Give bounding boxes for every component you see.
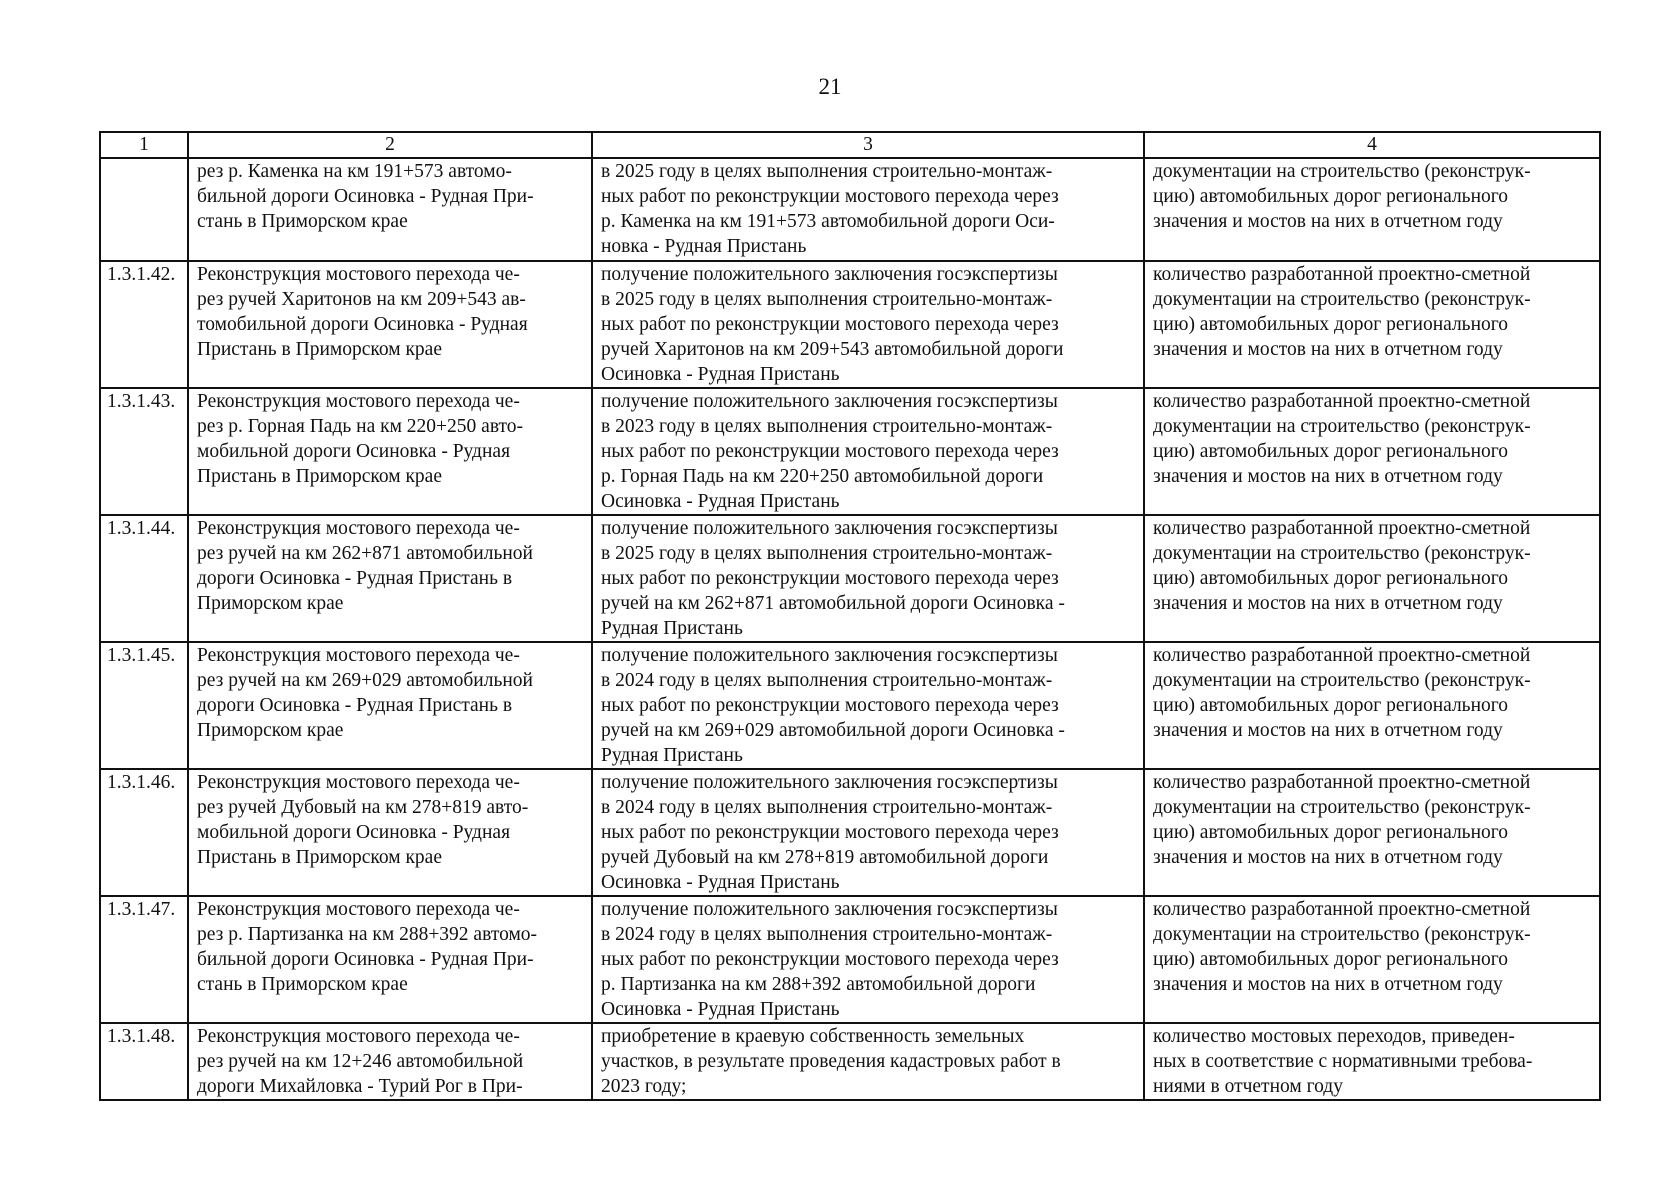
column-header-1: 1 [100, 132, 188, 158]
row-number: 1.3.1.44. [100, 515, 188, 642]
indicator: количество мостовых переходов, приведен- ных в соответствие с нормативными требова- ниями в отчетном году [1144, 1023, 1600, 1100]
table-row [100, 769, 1600, 896]
expected-result: получение положительного заключения госэкспертизы в 2024 году в целях выполнения строительно-монтаж- ных работ по реконструкции мостового перехода через ручей Дубовый на км 278+819 автомобильной дороги Осиновка - Рудная Пристань [592, 769, 1144, 896]
row-number: 1.3.1.46. [100, 769, 188, 896]
indicator: количество разработанной проектно-сметной документации на строительство (реконструк- цию) автомобильных дорог регионального значения и мостов на них в отчетном году [1144, 642, 1600, 769]
measure-name: Реконструкция мостового перехода че- рез ручей на км 262+871 автомобильной дороги Осиновка - Рудная Пристань в Приморском крае [188, 515, 592, 642]
table-row [100, 642, 1600, 769]
row-number: 1.3.1.47. [100, 896, 188, 1023]
row-number: 1.3.1.42. [100, 261, 188, 388]
measure-name: Реконструкция мостового перехода че- рез р. Партизанка на км 288+392 автомо- бильной дороги Осиновка - Рудная При- стань в Приморском крае [188, 896, 592, 1023]
table-row [100, 261, 1600, 388]
table-row [100, 158, 1600, 261]
expected-result: получение положительного заключения госэкспертизы в 2023 году в целях выполнения строительно-монтаж- ных работ по реконструкции мостового перехода через р. Горная Падь на км 220+250 автомобильной дороги Осиновка - Рудная Пристань [592, 388, 1144, 515]
measure-name: рез р. Каменка на км 191+573 автомо- бильной дороги Осиновка - Рудная При- стань в Приморском крае [188, 158, 592, 261]
table-row [100, 896, 1600, 1023]
expected-result: получение положительного заключения госэкспертизы в 2024 году в целях выполнения строительно-монтаж- ных работ по реконструкции мостового перехода через ручей на км 269+029 автомобильной дороги Осиновка - Рудная Пристань [592, 642, 1144, 769]
table-row [100, 1023, 1600, 1100]
table-row [100, 515, 1600, 642]
expected-result: в 2025 году в целях выполнения строительно-монтаж- ных работ по реконструкции мостового перехода через р. Каменка на км 191+573 автомобильной дороги Оси- новка - Рудная Пристань [592, 158, 1144, 261]
column-header-4: 4 [1144, 132, 1600, 158]
expected-result: приобретение в краевую собственность земельных участков, в результате проведения кадастровых работ в 2023 году; [592, 1023, 1144, 1100]
measure-name: Реконструкция мостового перехода че- рез ручей Дубовый на км 278+819 авто- мобильной дороги Осиновка - Рудная Пристань в Приморском крае [188, 769, 592, 896]
expected-result: получение положительного заключения госэкспертизы в 2025 году в целях выполнения строительно-монтаж- ных работ по реконструкции мостового перехода через ручей на км 262+871 автомобильной дороги Осиновка - Рудная Пристань [592, 515, 1144, 642]
indicator: количество разработанной проектно-сметной документации на строительство (реконструк- цию) автомобильных дорог регионального значения и мостов на них в отчетном году [1144, 515, 1600, 642]
measure-name: Реконструкция мостового перехода че- рез ручей на км 269+029 автомобильной дороги Осиновка - Рудная Пристань в Приморском крае [188, 642, 592, 769]
measure-name: Реконструкция мостового перехода че- рез ручей на км 12+246 автомобильной дороги Михайловка - Турий Рог в При- [188, 1023, 592, 1100]
program-measures-table [99, 131, 1601, 1101]
page-number: 21 [818, 74, 842, 99]
expected-result: получение положительного заключения госэкспертизы в 2025 году в целях выполнения строительно-монтаж- ных работ по реконструкции мостового перехода через ручей Харитонов на км 209+543 автомобильной дороги Осиновка - Рудная Пристань [592, 261, 1144, 388]
row-number: 1.3.1.45. [100, 642, 188, 769]
column-header-2: 2 [188, 132, 592, 158]
row-number: 1.3.1.43. [100, 388, 188, 515]
indicator: количество разработанной проектно-сметной документации на строительство (реконструк- цию) автомобильных дорог регионального значения и мостов на них в отчетном году [1144, 261, 1600, 388]
indicator: документации на строительство (реконструк- цию) автомобильных дорог регионального значения и мостов на них в отчетном году [1144, 158, 1600, 261]
row-number [100, 158, 188, 261]
indicator: количество разработанной проектно-сметной документации на строительство (реконструк- цию) автомобильных дорог регионального значения и мостов на них в отчетном году [1144, 769, 1600, 896]
table-row [100, 388, 1600, 515]
indicator: количество разработанной проектно-сметной документации на строительство (реконструк- цию) автомобильных дорог регионального значения и мостов на них в отчетном году [1144, 388, 1600, 515]
indicator: количество разработанной проектно-сметной документации на строительство (реконструк- цию) автомобильных дорог регионального значения и мостов на них в отчетном году [1144, 896, 1600, 1023]
table-header-row [100, 132, 1600, 158]
row-number: 1.3.1.48. [100, 1023, 188, 1100]
expected-result: получение положительного заключения госэкспертизы в 2024 году в целях выполнения строительно-монтаж- ных работ по реконструкции мостового перехода через р. Партизанка на км 288+392 автомобильной дороги Осиновка - Рудная Пристань [592, 896, 1144, 1023]
column-header-3: 3 [592, 132, 1144, 158]
measure-name: Реконструкция мостового перехода че- рез ручей Харитонов на км 209+543 ав- томобильной дороги Осиновка - Рудная Пристань в Приморском крае [188, 261, 592, 388]
measure-name: Реконструкция мостового перехода че- рез р. Горная Падь на км 220+250 авто- мобильной дороги Осиновка - Рудная Пристань в Приморском крае [188, 388, 592, 515]
